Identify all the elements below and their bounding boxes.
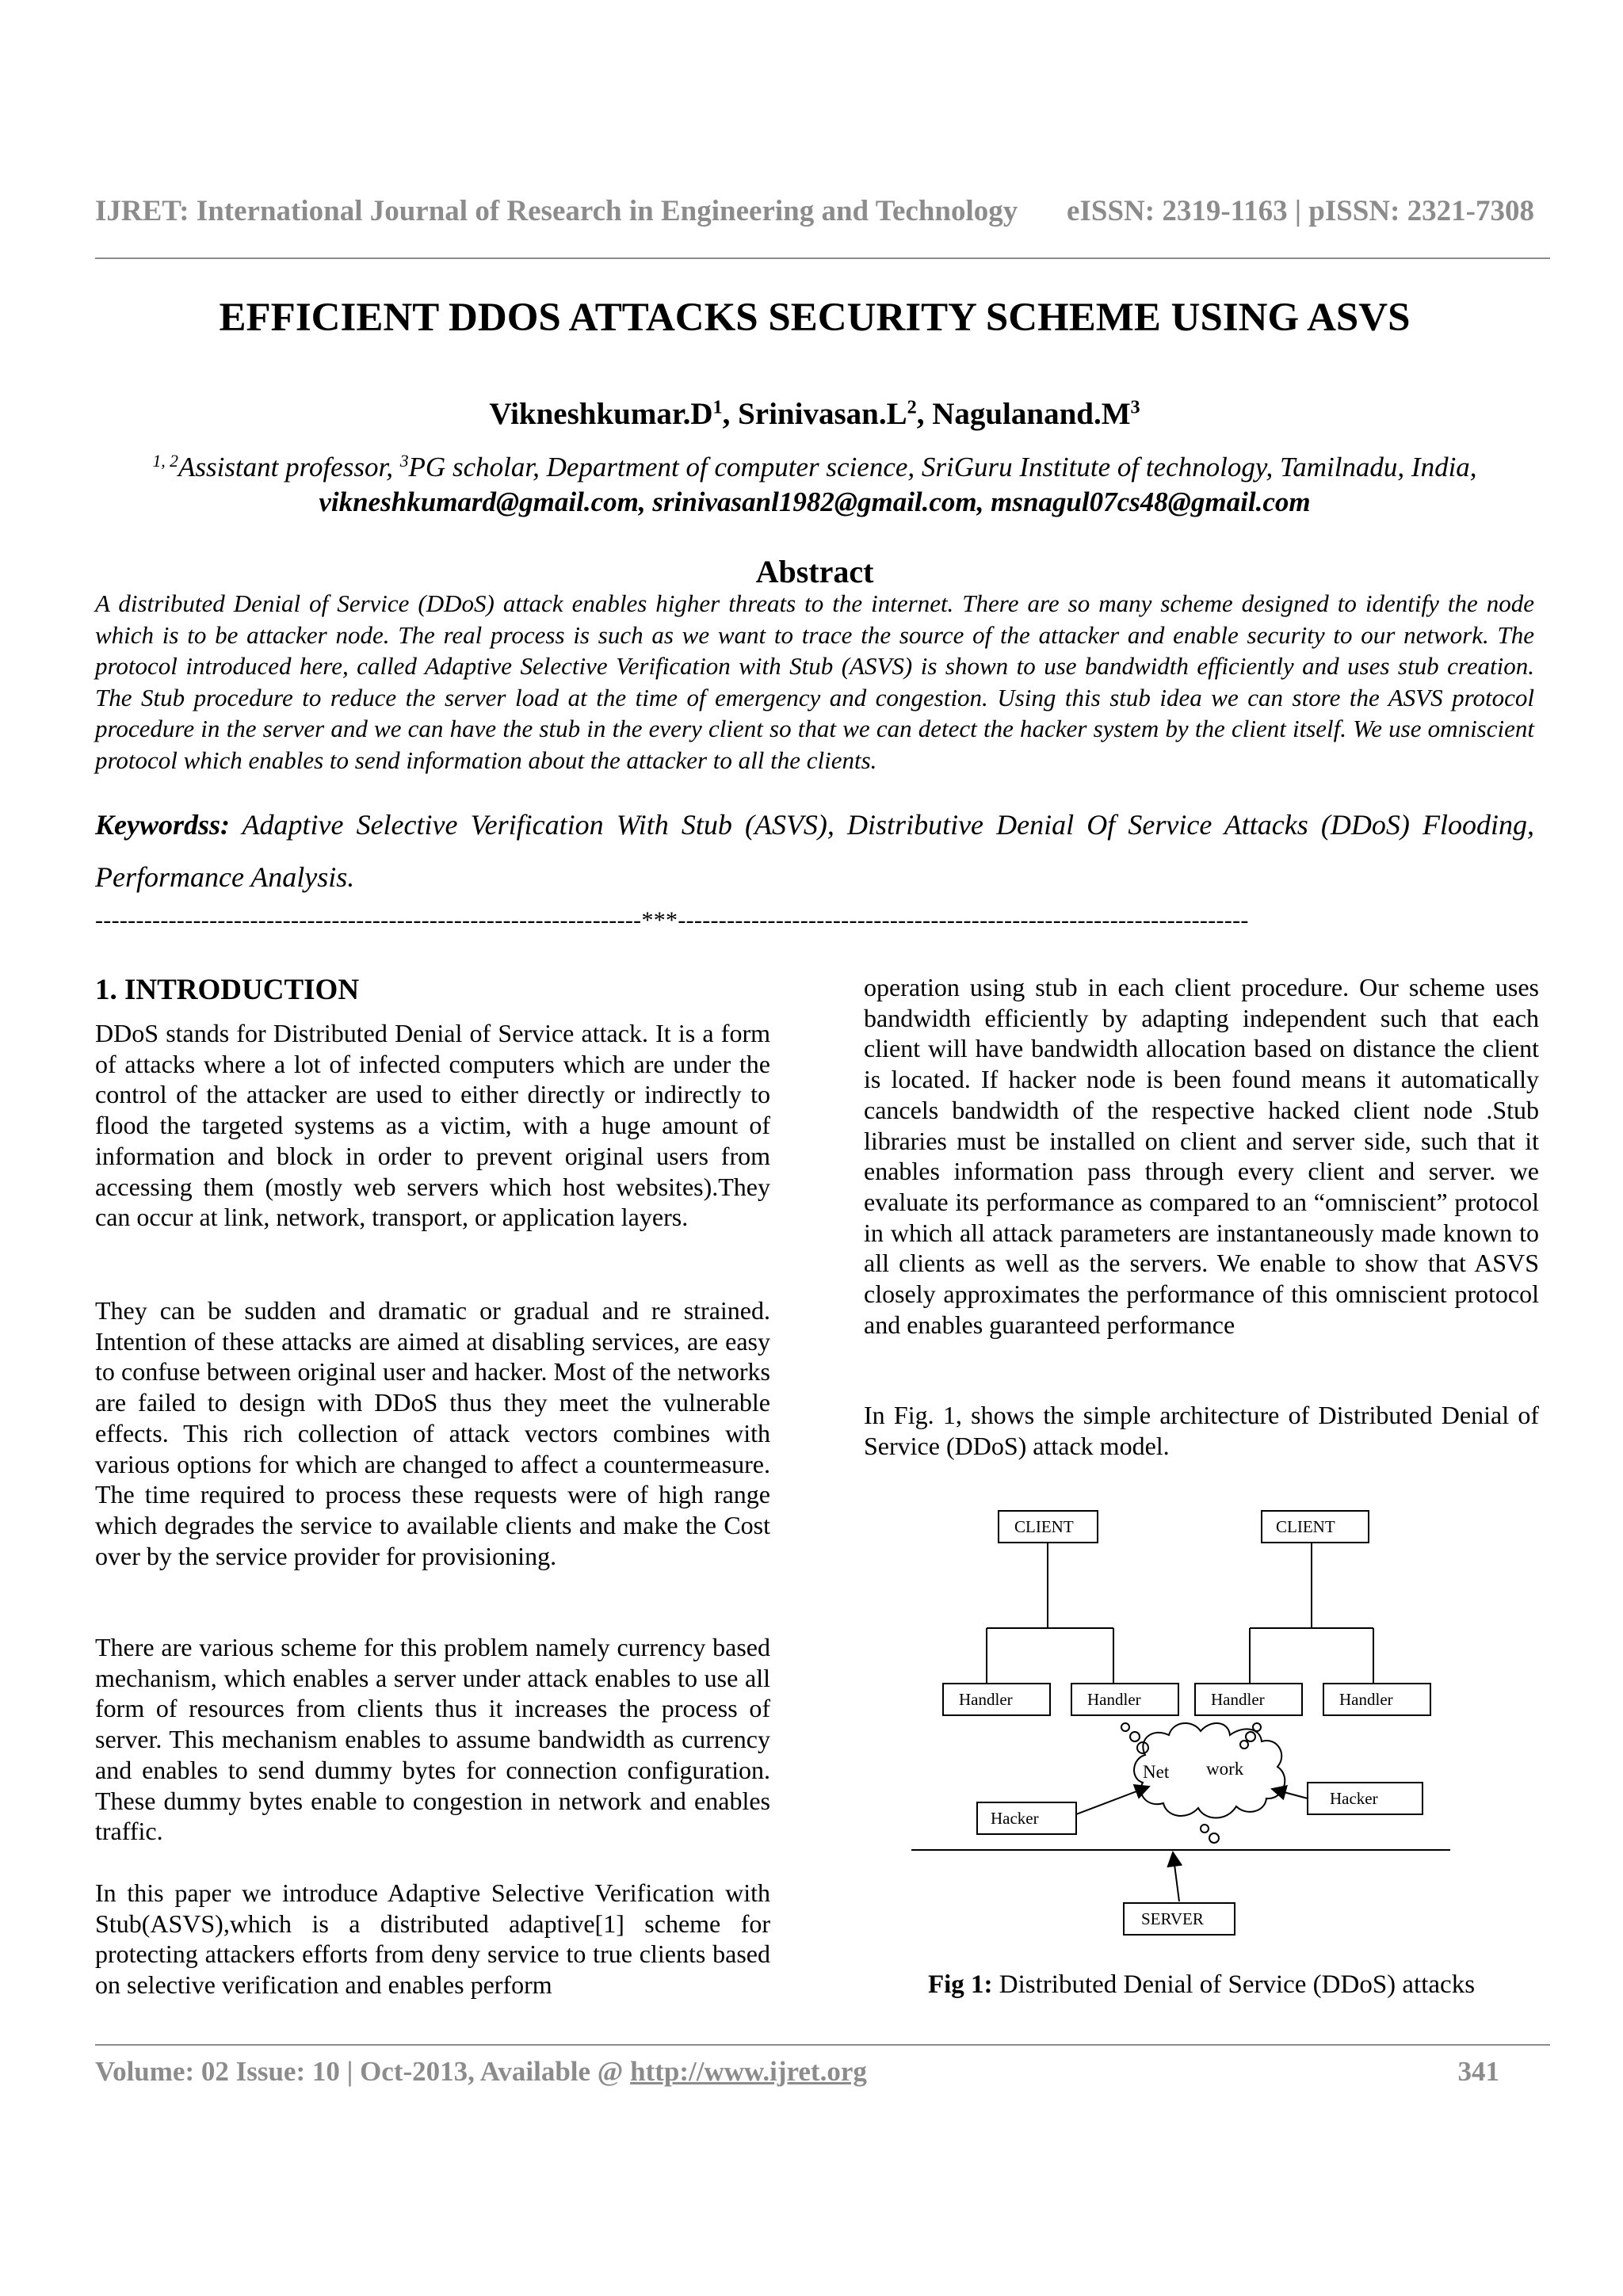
author-sup: 2 xyxy=(907,396,917,418)
abstract-heading: Abstract xyxy=(755,554,874,589)
cloud-label-right: work xyxy=(1206,1759,1244,1779)
abstract-text: A distributed Denial of Service (DDoS) attack enables higher threats to the internet. There are so many scheme designed to identify the node which is to be attacker node. The real process is such as we want to trace the source of the attacker and enable security to our network. The protocol introduced here, called Adaptive Selective Verification with Stub (ASVS) is shown to use bandwidth efficiently and uses stub creation. The Stub procedure to reduce the server load at the time of emergency and congestion. Using this stub idea we can store the ASVS protocol procedure in the server and we can have the stub in the every client so that we can detect the hacker system by the client itself. We use omniscient protocol which enables to send information about the attacker to all the clients. xyxy=(95,589,1534,774)
handler-label-3: Handler xyxy=(1211,1690,1265,1709)
handler-label-4: Handler xyxy=(1339,1690,1393,1709)
caption-label: Fig 1: xyxy=(927,1970,993,1999)
intro-paragraph: There are various scheme for this problem namely currency based mechanism, which enables a server under attack enables to use all form of resources from clients thus it increases the process of server. This mechanism enables to assume bandwidth as currency and enables to send dummy bytes for connection configuration. These dummy bytes enable to congestion in network and enables traffic. xyxy=(95,1633,770,1846)
volume-info: Volume: 02 Issue: 10 | Oct-2013, Available @ xyxy=(95,2056,631,2087)
paper-title: EFFICIENT DDOS ATTACKS SECURITY SCHEME USING ASVS xyxy=(219,296,1411,340)
author-name: Vikneshkumar.D xyxy=(489,397,713,431)
figure-caption xyxy=(864,1970,1539,2000)
author-name: Srinivasan.L xyxy=(738,397,907,431)
footer-volume xyxy=(95,2056,867,2088)
author-list: $Vikneshkumar.D^1$, $Srinivasan.L^2$, $Nagulanand.M^3$ xyxy=(489,396,1140,431)
header-rule xyxy=(95,257,1550,259)
client-label-right: CLIENT xyxy=(1276,1517,1335,1536)
journal-url-link[interactable]: http://www.ijret.org xyxy=(630,2056,867,2087)
hacker-label-left: Hacker xyxy=(991,1809,1039,1828)
affiliation xyxy=(95,452,1534,483)
affil-sup: 3 xyxy=(399,452,409,471)
keywords-text: Adaptive Selective Verification With Stub (ASVS), Distributive Denial Of Service Attacks (DDoS) Flooding, Performance Analysis. xyxy=(95,809,1534,893)
keywords-label: Keywordss: xyxy=(95,809,230,841)
section-separator: -------------------------------------------------------------------***---------------------------------------------------------------------- xyxy=(95,907,1249,933)
affil-role: Assistant professor, xyxy=(178,452,400,482)
footer-rule xyxy=(95,2044,1550,2046)
author-sup: 3 xyxy=(1130,396,1140,418)
intro-paragraph: In Fig. 1, shows the simple architecture of Distributed Denial of Service (DDoS) attack model. xyxy=(864,1401,1539,1460)
author-emails: vikneshkumard@gmail.com, srinivasanl1982@gmail.com, msnagul07cs48@gmail.com xyxy=(319,486,1311,517)
section-heading-introduction: 1. INTRODUCTION xyxy=(95,974,360,1006)
intro-paragraph: operation using stub in each client procedure. Our scheme uses bandwidth efficiently by adapting independent such that each client will have bandwidth allocation based on distance the client is located. If hacker node is been found means it automatically cancels bandwidth of the respective hacked client node .Stub libraries must be installed on client and server side, such that it enables information pass through every client and server. we evaluate its performance as compared to an “omniscient” protocol in which all attack parameters are instantaneously made known to all clients as well as the servers. We enable to show that ASVS closely approximates the performance of this omniscient protocol and enables guaranteed performance xyxy=(864,973,1539,1339)
affil-sup: 1, 2 xyxy=(152,452,178,471)
running-header xyxy=(95,194,1534,228)
author-name: Nagulanand.M xyxy=(932,397,1131,431)
ddos-architecture-diagram xyxy=(911,1489,1450,1949)
intro-paragraph: DDoS stands for Distributed Denial of Service attack. It is a form of attacks where a lot of infected computers which are under the control of the attacker are used to either directly or indirectly to flood the targeted systems as a victim, with a huge amount of information and block in order to prevent original users from accessing them (mostly web servers which host websites).They can occur at link, network, transport, or application layers. xyxy=(95,1019,770,1232)
issn: eISSN: 2319-1163 | pISSN: 2321-7308 xyxy=(1067,195,1534,227)
keywords xyxy=(95,799,1534,903)
handler-label-1: Handler xyxy=(959,1690,1013,1709)
journal-name: IJRET: International Journal of Research in Engineering and Technology xyxy=(95,195,1018,227)
page-number: 341 xyxy=(1457,2056,1499,2087)
client-label-left: CLIENT xyxy=(1014,1517,1074,1536)
running-footer xyxy=(95,2056,1499,2088)
hacker-label-right: Hacker xyxy=(1330,1789,1378,1808)
caption-text: Distributed Denial of Service (DDoS) attacks xyxy=(992,1970,1476,1999)
cloud-label-left: Net xyxy=(1143,1762,1170,1782)
author-sup: 1 xyxy=(712,396,723,418)
intro-paragraph: In this paper we introduce Adaptive Selective Verification with Stub(ASVS),which is a distributed adaptive[1] scheme for protecting attackers efforts from deny service to true clients based on selective verification and enables perform xyxy=(95,1878,770,2000)
intro-paragraph: They can be sudden and dramatic or gradual and re strained. Intention of these attacks are aimed at disabling services, are easy to confuse between original user and hacker. Most of the networks are failed to design with DDoS thus they meet the vulnerable effects. This rich collection of attack vectors combines with various options for which are changed to affect a countermeasure. The time required to process these requests were of high range which degrades the service to available clients and make the Cost over by the service provider for provisioning. xyxy=(95,1296,770,1570)
handler-label-2: Handler xyxy=(1087,1690,1141,1709)
affil-rest: PG scholar, Department of computer science, SriGuru Institute of technology, Tamilnadu, India, xyxy=(408,452,1477,482)
server-label: SERVER xyxy=(1141,1909,1204,1928)
